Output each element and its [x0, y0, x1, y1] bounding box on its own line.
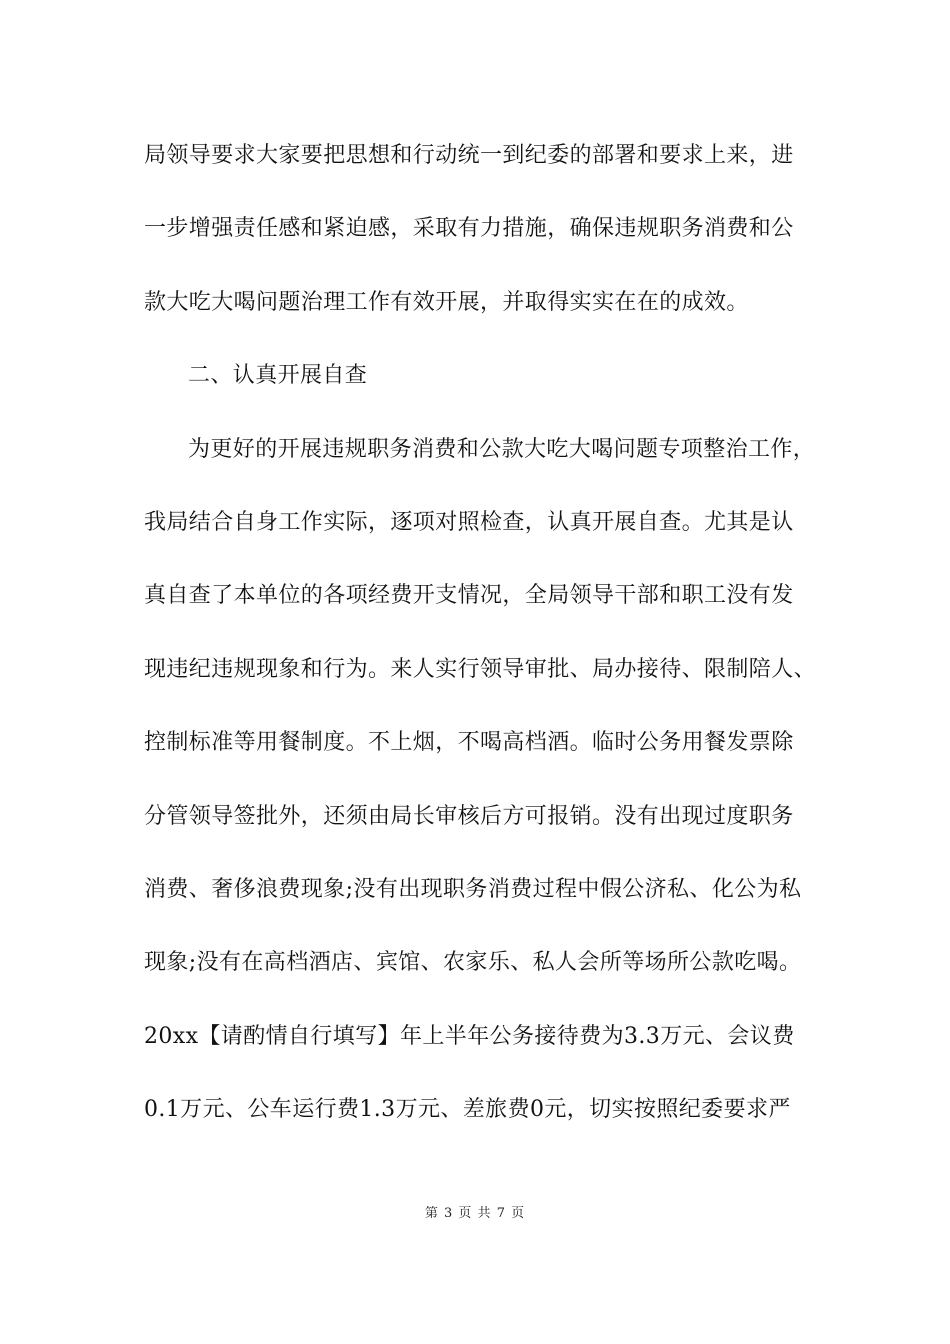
paragraph-line: 现象;没有在高档酒店、宾馆、农家乐、私人会所等场所公款吃喝。 — [144, 950, 802, 976]
paragraph-line: 我局结合自身工作实际，逐项对照检查，认真开展自查。尤其是认 — [144, 509, 794, 535]
paragraph-line: 款大吃大喝问题治理工作有效开展，并取得实实在在的成效。 — [144, 289, 749, 315]
paragraph-line: 消费、奢侈浪费现象;没有出现职务消费过程中假公济私、化公为私 — [144, 876, 802, 902]
document-body — [144, 130, 817, 1157]
paragraph-line: 控制标准等用餐制度。不上烟，不喝高档酒。临时公务用餐发票除 — [144, 730, 794, 756]
paragraph-line: 20xx【请酌情自行填写】年上半年公务接待费为3.3万元、会议费 — [144, 1023, 795, 1049]
paragraph-line: 分管领导签批外，还须由局长审核后方可报销。没有出现过度职务 — [144, 803, 794, 829]
paragraph-line: 局领导要求大家要把思想和行动统一到纪委的部署和要求上来，进 — [144, 143, 794, 168]
paragraph-line: 真自查了本单位的各项经费开支情况，全局领导干部和职工没有发 — [144, 583, 794, 609]
paragraph-line: 一步增强责任感和紧迫感，采取有力措施，确保违规职务消费和公 — [144, 216, 794, 242]
paragraph-line: 0.1万元、公车运行费1.3万元、差旅费0元，切实按照纪委要求严 — [144, 1097, 791, 1123]
paragraph-line: 现违纪违规现象和行为。来人实行领导审批、局办接待、限制陪人、 — [144, 656, 817, 682]
section-heading: 二、认真开展自查 — [188, 363, 368, 389]
paragraph-line: 为更好的开展违规职务消费和公款大吃大喝问题专项整治工作， — [188, 436, 816, 462]
page-number: 第 3 页 共 7 页 — [424, 1206, 526, 1221]
